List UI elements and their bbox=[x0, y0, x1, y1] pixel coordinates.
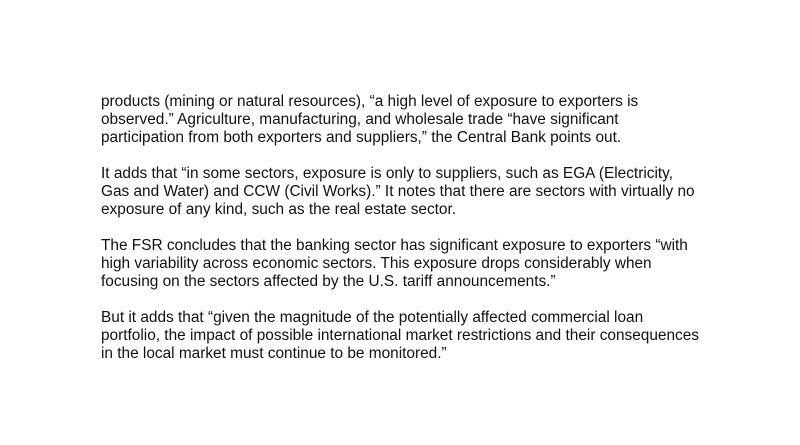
paragraph-exporters-exposure: products (mining or natural resources), “a high level of exposure to exporters is observed.” Agriculture, manufacturing, and wholesale trade “have significant participation from both exporters and suppliers,” the Central Bank points out. bbox=[101, 93, 639, 146]
article-body bbox=[101, 93, 741, 363]
paragraph-monitoring: But it adds that “given the magnitude of the potentially affected commercial loan portfolio, the impact of possible international market restrictions and their consequences in the local market must continue to be monitored.” bbox=[101, 309, 699, 362]
paragraph-fsr-conclusion: The FSR concludes that the banking sector has significant exposure to exporters “with high variability across economic sectors. This exposure drops considerably when focusing on the sectors affected by the U.S. tariff announcements.” bbox=[101, 237, 688, 290]
paragraph-suppliers-exposure: It adds that “in some sectors, exposure is only to suppliers, such as EGA (Electricity, Gas and Water) and CCW (Civil Works).” It notes that there are sectors with virtually no exposure of any kind, such as the real estate sector. bbox=[101, 165, 695, 218]
